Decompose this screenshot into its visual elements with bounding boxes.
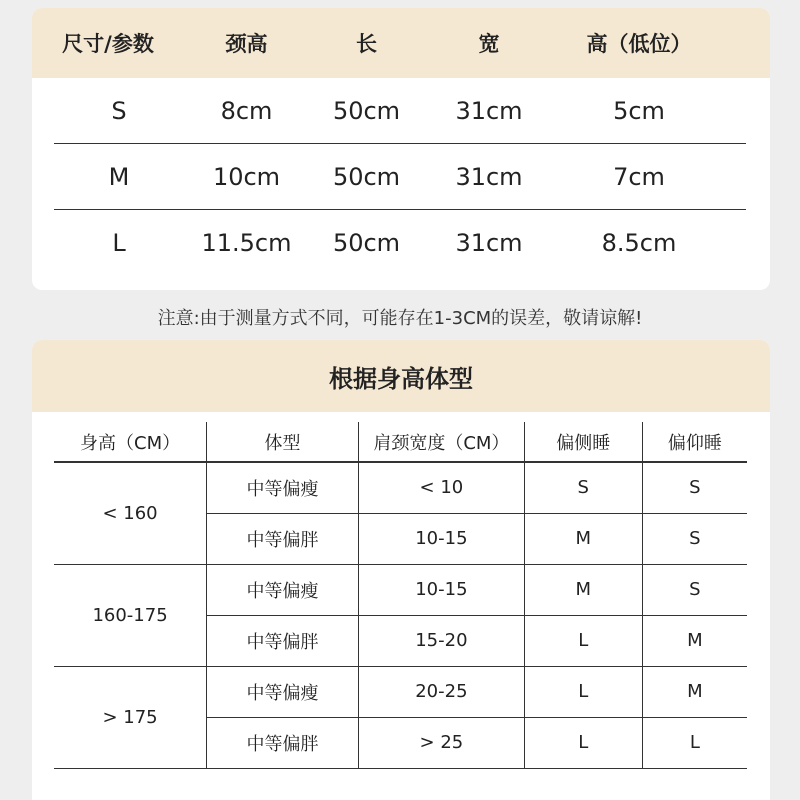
header-size: 尺寸/参数 bbox=[62, 32, 154, 56]
header-height-low: 高（低位） bbox=[586, 32, 692, 56]
shoulder-width: 20-25 bbox=[358, 666, 524, 717]
guide-header-row bbox=[54, 422, 747, 462]
width-value: 31cm bbox=[455, 96, 523, 125]
shoulder-width: 15-20 bbox=[358, 615, 524, 666]
side-sleeper-size: S bbox=[524, 462, 642, 513]
side-sleeper-size: L bbox=[524, 666, 642, 717]
body-type: 中等偏瘦 bbox=[207, 666, 359, 717]
shoulder-width: < 10 bbox=[358, 462, 524, 513]
size-label: S bbox=[111, 96, 127, 125]
side-sleeper-size: L bbox=[524, 615, 642, 666]
side-sleeper-size: M bbox=[524, 513, 642, 564]
header-width: 宽 bbox=[478, 32, 500, 56]
shoulder-width: 10-15 bbox=[358, 513, 524, 564]
header-shoulder-width: 肩颈宽度（CM） bbox=[358, 422, 524, 462]
neck-height-value: 10cm bbox=[212, 162, 281, 191]
size-row-l bbox=[54, 210, 746, 275]
height-value: 5cm bbox=[613, 96, 665, 125]
height-range: > 175 bbox=[54, 666, 207, 768]
height-value: 8.5cm bbox=[601, 228, 677, 257]
back-sleeper-size: S bbox=[642, 513, 747, 564]
back-sleeper-size: S bbox=[642, 462, 747, 513]
body-type: 中等偏胖 bbox=[207, 513, 359, 564]
shoulder-width: > 25 bbox=[358, 717, 524, 768]
side-sleeper-size: M bbox=[524, 564, 642, 615]
measurement-note: 注意:由于测量方式不同，可能存在1-3CM的误差，敬请谅解! bbox=[157, 308, 643, 329]
header-body-type: 体型 bbox=[207, 422, 359, 462]
table-row bbox=[54, 564, 747, 615]
width-value: 31cm bbox=[455, 162, 523, 191]
size-row-s bbox=[54, 78, 746, 144]
back-sleeper-size: M bbox=[642, 615, 747, 666]
body-type: 中等偏胖 bbox=[207, 615, 359, 666]
size-label: L bbox=[112, 228, 126, 257]
body-type: 中等偏瘦 bbox=[207, 462, 359, 513]
size-table-header bbox=[32, 8, 770, 78]
body-type: 中等偏瘦 bbox=[207, 564, 359, 615]
size-label: M bbox=[108, 162, 130, 191]
size-guide-title: 根据身高体型 bbox=[32, 340, 770, 412]
length-value: 50cm bbox=[332, 96, 401, 125]
header-body-height: 身高（CM） bbox=[54, 422, 207, 462]
side-sleeper-size: L bbox=[524, 717, 642, 768]
length-value: 50cm bbox=[332, 228, 401, 257]
header-back-sleeper: 偏仰睡 bbox=[642, 422, 747, 462]
body-type: 中等偏胖 bbox=[207, 717, 359, 768]
back-sleeper-size: L bbox=[642, 717, 747, 768]
size-row-m bbox=[54, 144, 746, 210]
header-length: 长 bbox=[356, 32, 377, 56]
height-value: 7cm bbox=[613, 162, 665, 191]
width-value: 31cm bbox=[455, 228, 523, 257]
size-guide-table bbox=[54, 422, 747, 769]
height-range: 160-175 bbox=[54, 564, 207, 666]
neck-height-value: 8cm bbox=[220, 96, 273, 125]
length-value: 50cm bbox=[332, 162, 401, 191]
size-guide-card bbox=[32, 340, 770, 800]
table-row bbox=[54, 462, 747, 513]
back-sleeper-size: S bbox=[642, 564, 747, 615]
neck-height-value: 11.5cm bbox=[201, 228, 292, 257]
height-range: < 160 bbox=[54, 462, 207, 564]
size-table-card bbox=[32, 8, 770, 290]
back-sleeper-size: M bbox=[642, 666, 747, 717]
header-neck-height: 颈高 bbox=[225, 32, 268, 56]
table-row bbox=[54, 666, 747, 717]
shoulder-width: 10-15 bbox=[358, 564, 524, 615]
header-side-sleeper: 偏侧睡 bbox=[524, 422, 642, 462]
